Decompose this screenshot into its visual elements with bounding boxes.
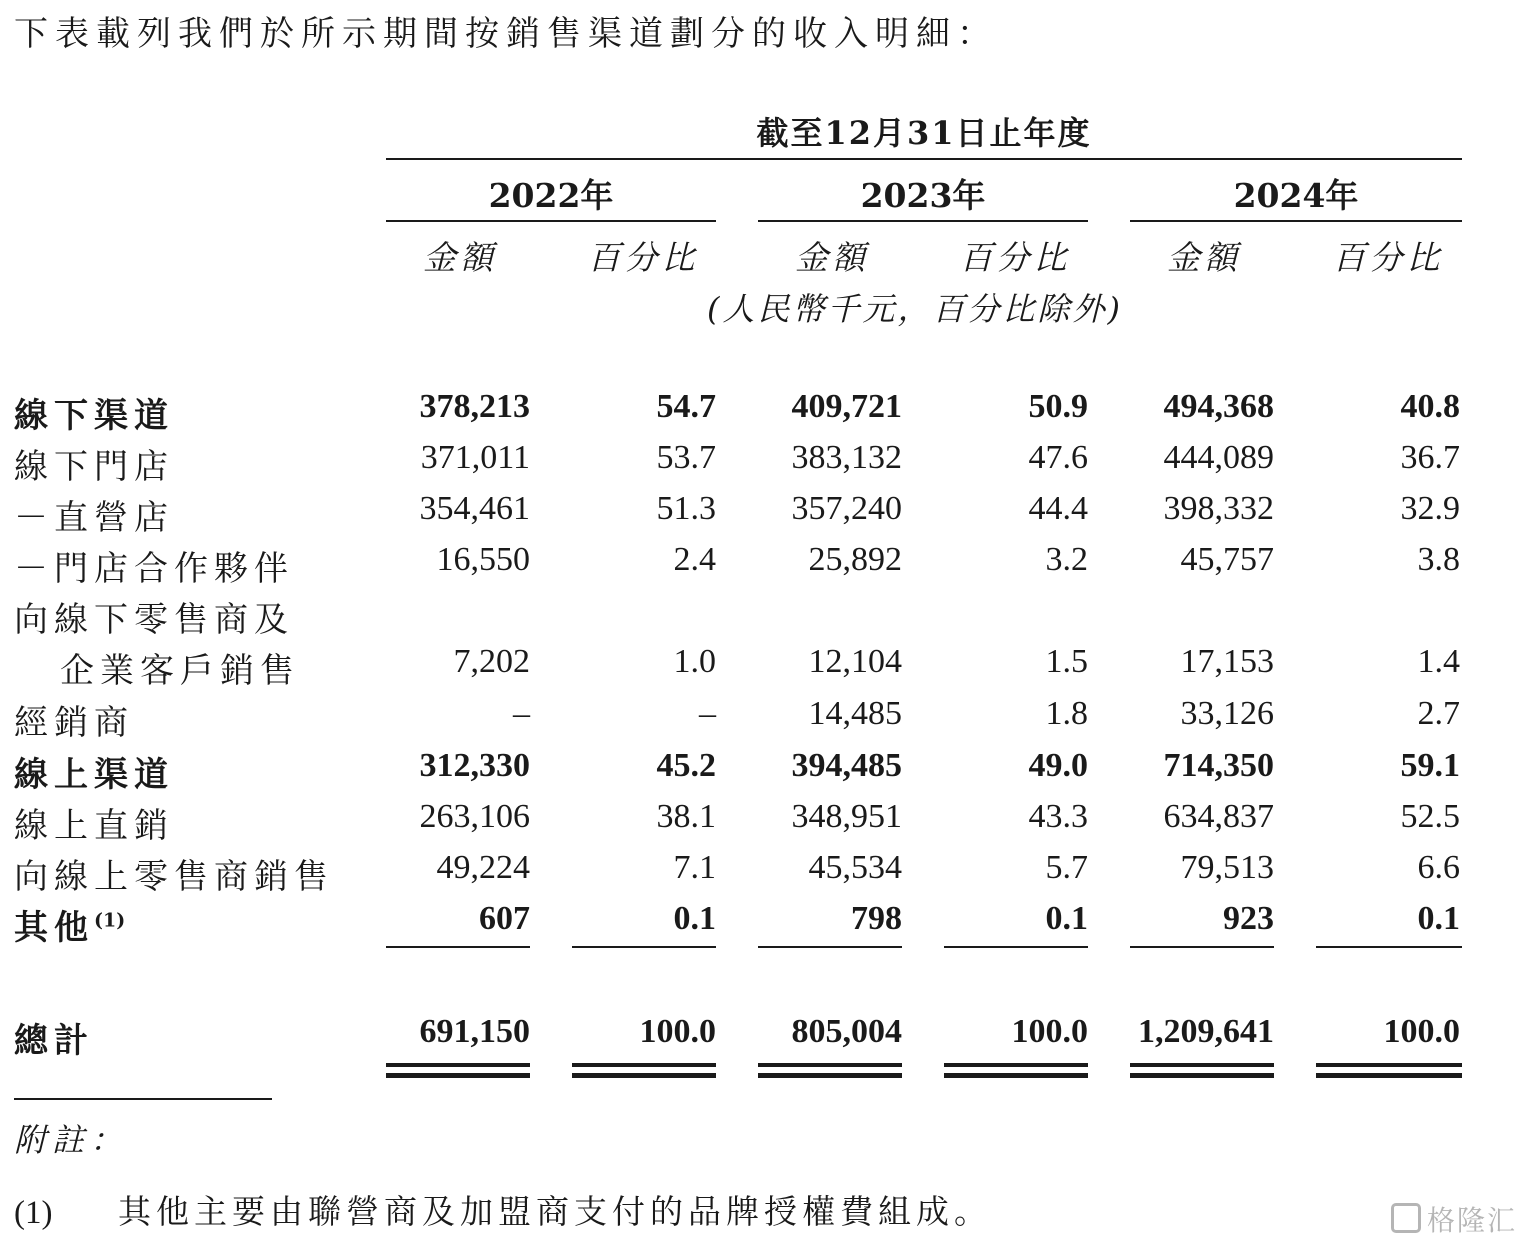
table-cell: 1.4 — [1417, 643, 1460, 680]
total-rule — [944, 1073, 1088, 1078]
period-header: 截至12月31日止年度 — [756, 114, 1092, 152]
table-cell: 1.8 — [1045, 695, 1088, 732]
year-2023: 2023年 — [860, 176, 986, 215]
table-cell: 714,350 — [1163, 747, 1274, 784]
total-rule — [944, 1063, 1088, 1067]
table-cell: 494,368 — [1163, 388, 1274, 425]
row-label-text: 向線上零售商銷售 — [14, 857, 334, 897]
table-cell: 0.1 — [1045, 900, 1088, 937]
table-cell: 798 — [851, 900, 902, 937]
table-cell: 7,202 — [453, 643, 530, 680]
table-cell: 59.1 — [1400, 747, 1460, 784]
total-rule — [758, 1073, 902, 1078]
table-cell: 263,106 — [419, 798, 530, 835]
table-cell: 53.7 — [656, 439, 716, 476]
table-cell: 2.4 — [673, 541, 716, 578]
table-cell: 3.2 — [1045, 541, 1088, 578]
footnote-text: 其他主要由聯營商及加盟商支付的品牌授權費組成。 — [118, 1192, 992, 1231]
total-cell: 1,209,641 — [1138, 1013, 1274, 1050]
table-cell: 1.0 — [673, 643, 716, 680]
total-rule — [572, 1063, 716, 1067]
table-cell: 1.5 — [1045, 643, 1088, 680]
row-label-text: 線下門店 — [14, 447, 174, 487]
table-cell: 923 — [1223, 900, 1274, 937]
row-label-text: －門店合作夥伴 — [14, 549, 294, 589]
table-cell: 7.1 — [673, 849, 716, 886]
col-amount-2024: 金額 — [1167, 238, 1241, 277]
table-cell: 49,224 — [436, 849, 530, 886]
row-label-text: 經銷商 — [14, 703, 134, 743]
unit-note: (人民幣千元，百分比除外) — [707, 290, 1123, 328]
row-label-continued: 企業客戶銷售 — [60, 651, 300, 691]
row-label — [14, 849, 334, 898]
row-label — [14, 695, 134, 744]
total-cell: 100.0 — [1011, 1013, 1088, 1050]
table-cell: 79,513 — [1180, 849, 1274, 886]
table-cell: 52.5 — [1400, 798, 1460, 835]
table-cell: 32.9 — [1400, 490, 1460, 527]
row-label-text: 線上渠道 — [14, 755, 174, 795]
table-cell: 357,240 — [791, 490, 902, 527]
table-cell: 634,837 — [1163, 798, 1274, 835]
col-percent-2024: 百分比 — [1332, 238, 1444, 277]
table-cell: 371,011 — [420, 439, 530, 476]
table-cell: 409,721 — [791, 388, 902, 425]
table-cell: 17,153 — [1180, 643, 1274, 680]
table-cell: 16,550 — [436, 541, 530, 578]
row-label-text: 其他 — [14, 908, 94, 948]
table-cell: 12,104 — [808, 643, 902, 680]
watermark-text: 格隆汇 — [1426, 1204, 1517, 1237]
row-label-text: 線下渠道 — [14, 396, 174, 436]
footnote-marker: (1) — [14, 1195, 53, 1231]
table-cell: 378,213 — [419, 388, 530, 425]
total-rule — [1130, 1063, 1274, 1067]
table-cell: 50.9 — [1028, 388, 1088, 425]
year-2022: 2022年 — [488, 176, 614, 215]
table-cell: 394,485 — [791, 747, 902, 784]
total-rule — [1316, 1063, 1462, 1067]
year-rule-2022 — [386, 220, 716, 222]
table-cell: 51.3 — [656, 490, 716, 527]
table-cell: 383,132 — [791, 439, 902, 476]
table-cell: 354,461 — [419, 490, 530, 527]
subtotal-rule-5 — [1130, 946, 1274, 948]
row-label — [14, 900, 125, 949]
subtotal-rule-1 — [386, 946, 530, 948]
col-percent-2022: 百分比 — [587, 238, 699, 277]
subtotal-rule-6 — [1316, 946, 1462, 948]
row-label-text: 線上直銷 — [14, 806, 174, 846]
footnote-separator — [14, 1098, 272, 1100]
table-cell: 36.7 — [1400, 439, 1460, 476]
total-rule — [572, 1073, 716, 1078]
table-cell: 33,126 — [1180, 695, 1274, 732]
row-label — [14, 798, 174, 847]
row-label — [14, 541, 294, 590]
table-cell: 45.2 — [656, 747, 716, 784]
row-label — [14, 388, 174, 437]
table-cell: 45,534 — [808, 849, 902, 886]
total-cell: 805,004 — [791, 1013, 902, 1050]
row-label — [14, 439, 174, 488]
year-rule-2024 — [1130, 220, 1462, 222]
table-cell: 5.7 — [1045, 849, 1088, 886]
col-amount-2023: 金額 — [795, 238, 869, 277]
total-rule — [1316, 1073, 1462, 1078]
row-label — [14, 592, 294, 641]
table-cell: 43.3 — [1028, 798, 1088, 835]
table-cell: 44.4 — [1028, 490, 1088, 527]
subtotal-rule-3 — [758, 946, 902, 948]
year-2024: 2024年 — [1233, 176, 1359, 215]
table-cell: – — [699, 695, 716, 732]
table-cell: 25,892 — [808, 541, 902, 578]
row-label — [14, 747, 174, 796]
footnote-title: 附註： — [14, 1121, 129, 1159]
watermark — [1391, 1199, 1517, 1239]
footnote-ref: (1) — [94, 909, 126, 932]
table-cell: 14,485 — [808, 695, 902, 732]
col-amount-2022: 金額 — [423, 238, 497, 277]
table-cell: 54.7 — [656, 388, 716, 425]
table-cell: 0.1 — [1417, 900, 1460, 937]
table-cell: 398,332 — [1163, 490, 1274, 527]
period-rule — [386, 158, 1462, 160]
table-cell: 348,951 — [791, 798, 902, 835]
row-label-text: －直營店 — [14, 498, 174, 538]
table-cell: 607 — [479, 900, 530, 937]
row-label — [14, 490, 174, 539]
subtotal-rule-2 — [572, 946, 716, 948]
watermark-logo-icon — [1391, 1203, 1421, 1233]
total-cell: 100.0 — [1383, 1013, 1460, 1050]
total-rule — [386, 1063, 530, 1067]
table-cell: 6.6 — [1417, 849, 1460, 886]
footnote — [14, 1186, 992, 1233]
total-label: 總計 — [14, 1021, 94, 1061]
table-cell: 312,330 — [419, 747, 530, 784]
total-cell: 691,150 — [419, 1013, 530, 1050]
total-rule — [386, 1073, 530, 1078]
row-label-text: 向線下零售商及 — [14, 600, 294, 640]
table-cell: – — [513, 695, 530, 732]
table-cell: 49.0 — [1028, 747, 1088, 784]
table-cell: 444,089 — [1163, 439, 1274, 476]
subtotal-rule-4 — [944, 946, 1088, 948]
total-rule — [1130, 1073, 1274, 1078]
year-rule-2023 — [758, 220, 1088, 222]
table-cell: 3.8 — [1417, 541, 1460, 578]
table-cell: 40.8 — [1400, 388, 1460, 425]
total-rule — [758, 1063, 902, 1067]
table-cell: 47.6 — [1028, 439, 1088, 476]
table-cell: 2.7 — [1417, 695, 1460, 732]
table-cell: 38.1 — [656, 798, 716, 835]
table-cell: 45,757 — [1180, 541, 1274, 578]
total-cell: 100.0 — [639, 1013, 716, 1050]
intro-text: 下表載列我們於所示期間按銷售渠道劃分的收入明細： — [14, 14, 998, 54]
col-percent-2023: 百分比 — [959, 238, 1071, 277]
table-cell: 0.1 — [673, 900, 716, 937]
